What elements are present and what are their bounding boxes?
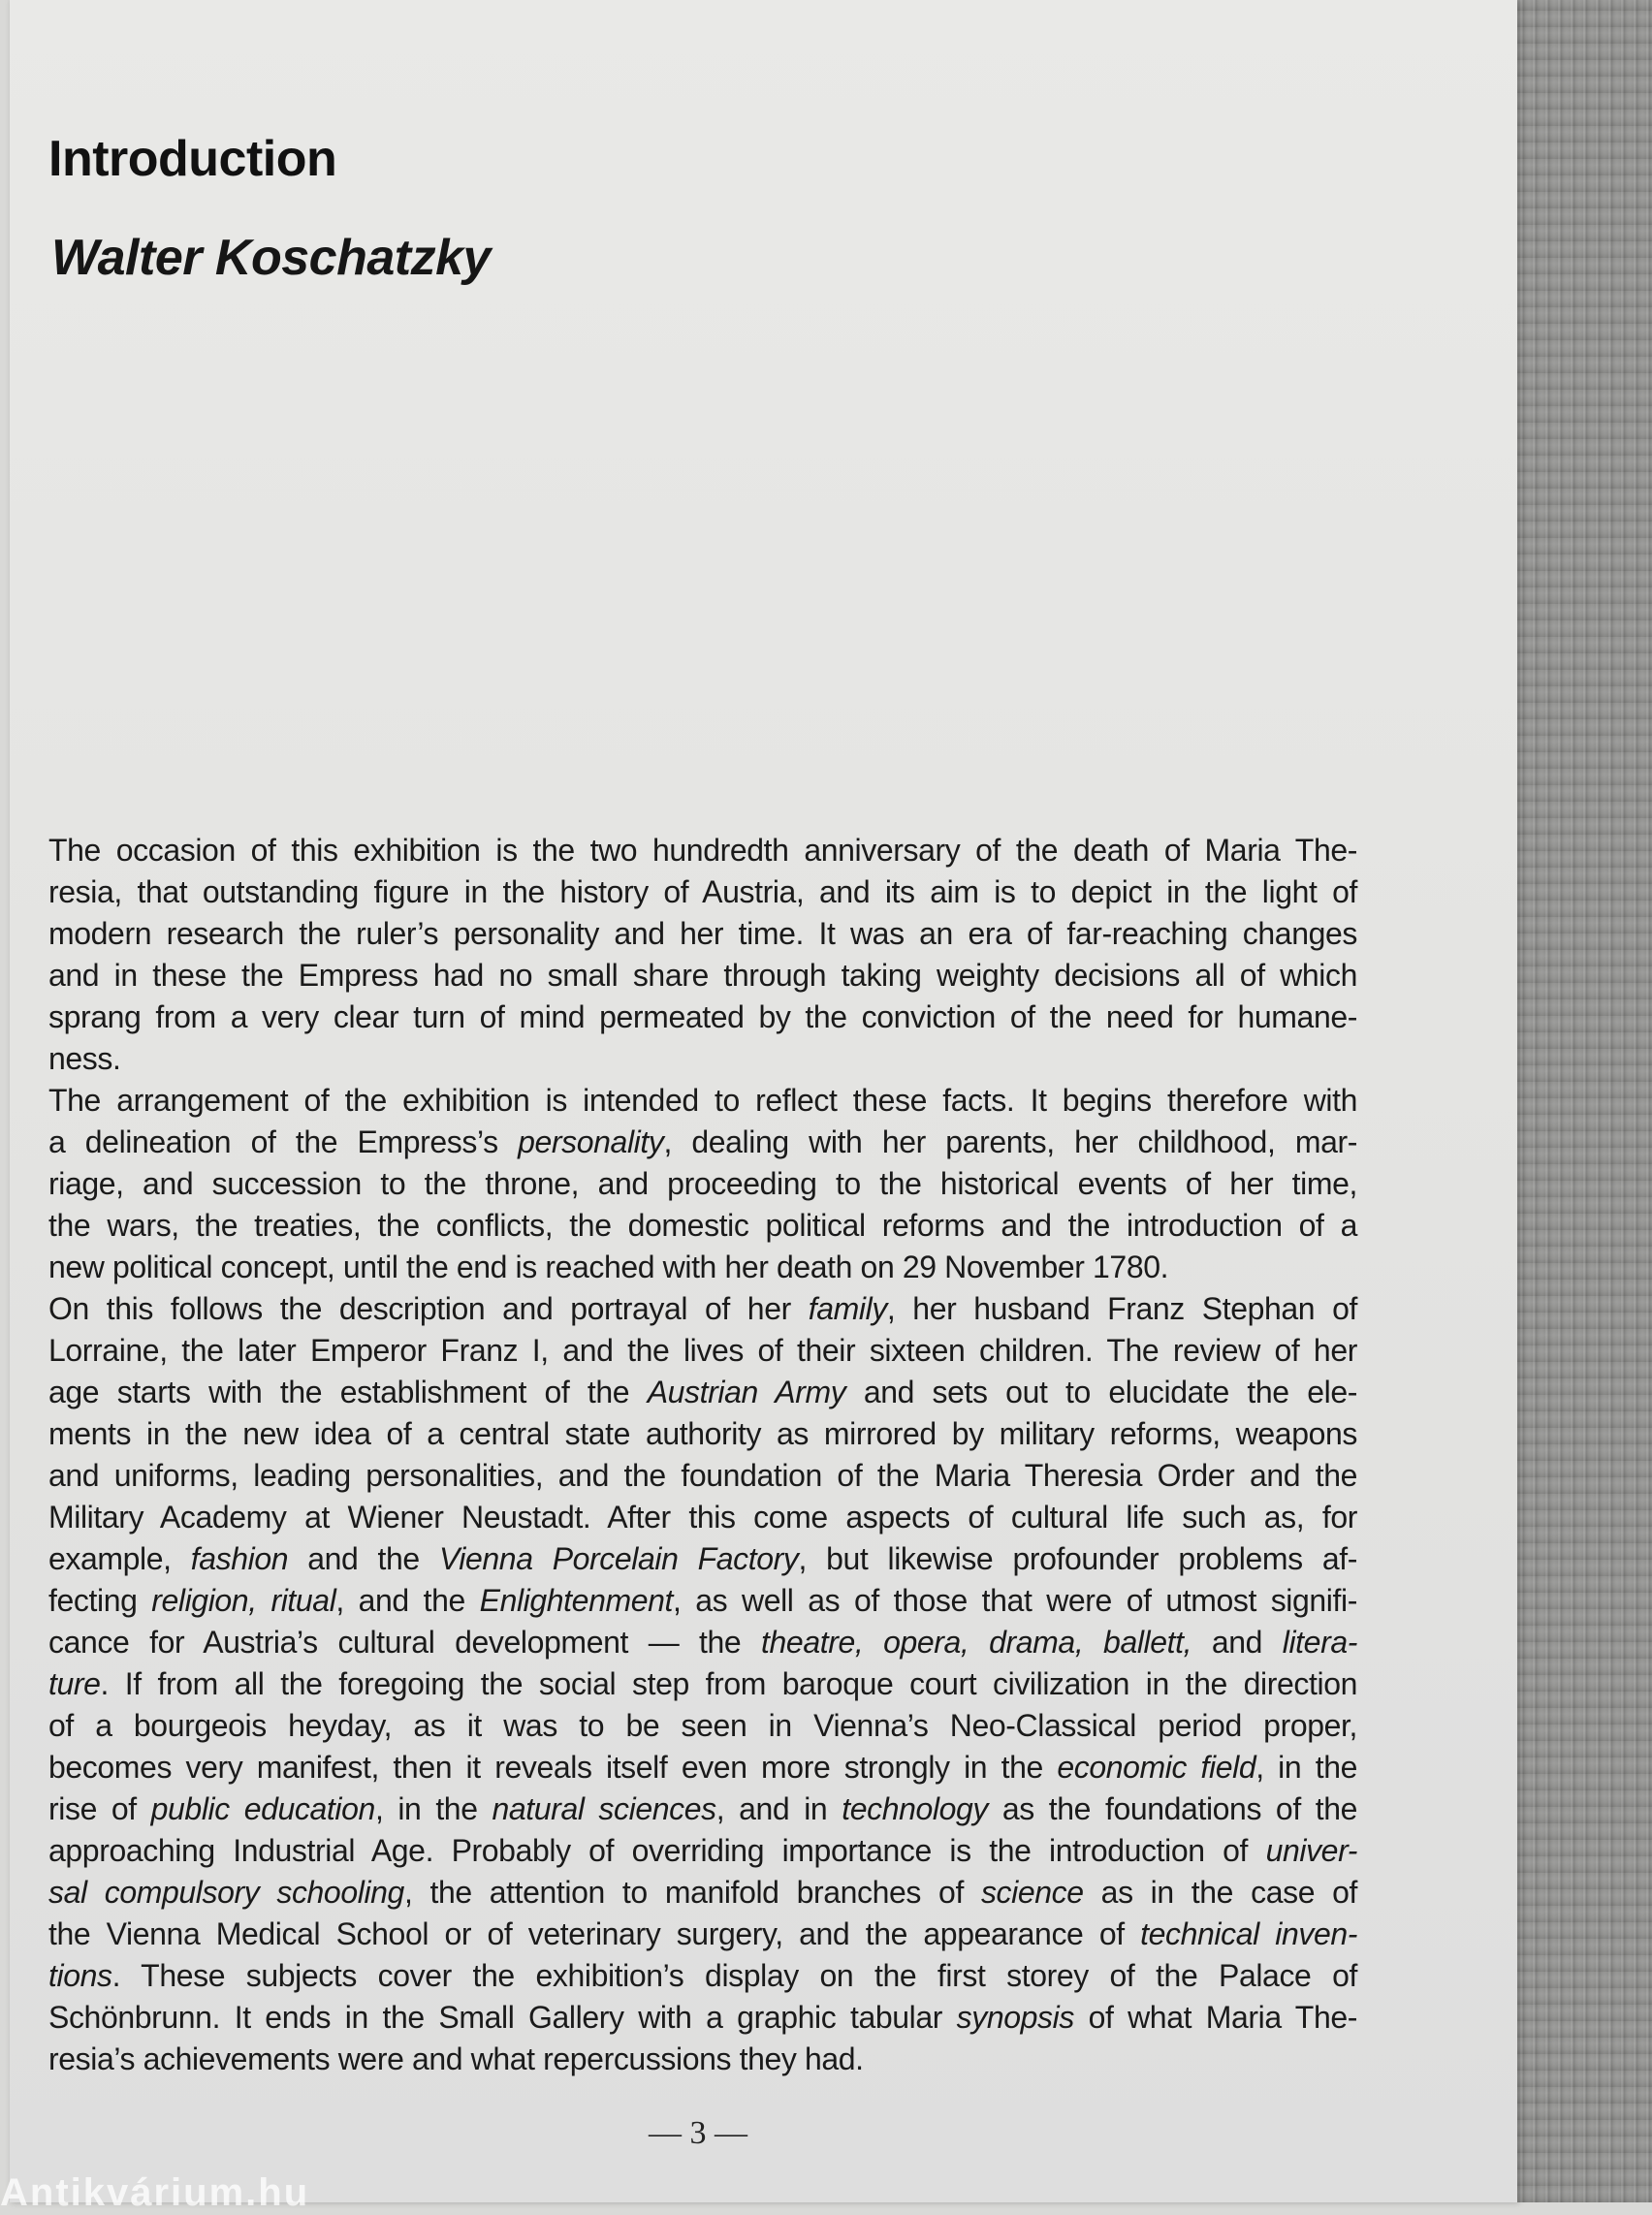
text-run: age starts with the establishment of the bbox=[48, 1375, 648, 1409]
scan-backdrop bbox=[1508, 0, 1652, 2202]
text-line bbox=[48, 871, 1357, 913]
text-line bbox=[48, 1747, 1357, 1788]
text-line bbox=[48, 1830, 1357, 1872]
text-run: , and in bbox=[715, 1791, 842, 1826]
text-run: Military Academy at Wiener Neustadt. After this come aspects of cultural life such as, for bbox=[48, 1500, 1357, 1535]
italic-phrase: technology bbox=[842, 1791, 989, 1826]
text-line bbox=[48, 955, 1357, 997]
text-line bbox=[48, 1997, 1357, 2039]
text-line bbox=[48, 1372, 1357, 1413]
italic-phrase: sal compulsory schooling bbox=[48, 1875, 404, 1910]
text-line bbox=[48, 1955, 1357, 1997]
italic-phrase: natural sciences bbox=[492, 1791, 716, 1826]
text-run: , her husband Franz Stephan of bbox=[886, 1291, 1357, 1326]
text-line bbox=[48, 1330, 1357, 1372]
text-line bbox=[48, 1538, 1357, 1580]
text-line bbox=[48, 1705, 1357, 1747]
text-run: the wars, the treaties, the conflicts, the domestic political reforms and the introduction of a bbox=[48, 1208, 1357, 1243]
text-run: as the foundations of the bbox=[988, 1791, 1357, 1826]
text-line bbox=[48, 1872, 1357, 1914]
text-run: On this follows the description and portrayal of her bbox=[48, 1291, 809, 1326]
text-line bbox=[48, 1788, 1357, 1830]
text-line bbox=[48, 1663, 1357, 1705]
text-line bbox=[48, 1580, 1357, 1622]
text-line bbox=[48, 1038, 1357, 1080]
text-run: . These subjects cover the exhibition’s display on the first storey of the Palace of bbox=[111, 1958, 1357, 1993]
text-run: , and the bbox=[335, 1583, 480, 1618]
author-name: Walter Koschatzky bbox=[51, 230, 491, 286]
text-run: of a bourgeois heyday, as it was to be seen in Vienna’s Neo-Classical period proper, bbox=[48, 1708, 1357, 1743]
body-paragraph bbox=[48, 1288, 1357, 2080]
text-run: The arrangement of the exhibition is intended to reflect these facts. It begins therefore with bbox=[48, 1083, 1357, 1118]
text-run: The occasion of this exhibition is the two hundredth anniversary of the death of Maria The- bbox=[48, 833, 1357, 868]
text-run: as in the case of bbox=[1083, 1875, 1357, 1910]
italic-phrase: fashion bbox=[190, 1541, 289, 1576]
italic-phrase: family bbox=[808, 1291, 887, 1326]
italic-phrase: technical inven- bbox=[1140, 1916, 1357, 1951]
italic-phrase: theatre, opera, drama, ballett, bbox=[761, 1625, 1192, 1660]
italic-phrase: Vienna Porcelain Factory bbox=[438, 1541, 799, 1576]
italic-phrase: personality bbox=[518, 1124, 664, 1159]
text-line bbox=[48, 1413, 1357, 1455]
body-paragraph bbox=[48, 830, 1357, 1080]
text-line bbox=[48, 2039, 1357, 2080]
text-run: resia, that outstanding figure in the history of Austria, and its aim is to depict in the light of bbox=[48, 874, 1357, 909]
text-run: a delineation of the Empress’s bbox=[48, 1124, 519, 1159]
text-run: and uniforms, leading personalities, and the foundation of the Maria Theresia Order and the bbox=[48, 1458, 1357, 1493]
italic-phrase: univer- bbox=[1265, 1833, 1357, 1868]
text-run: modern research the ruler’s personality and her time. It was an era of far-reaching changes bbox=[48, 916, 1357, 951]
text-run: riage, and succession to the throne, and proceeding to the historical events of her time, bbox=[48, 1166, 1357, 1201]
text-line bbox=[48, 1163, 1357, 1205]
text-line bbox=[48, 1455, 1357, 1497]
text-run: , the attention to manifold branches of bbox=[403, 1875, 981, 1910]
text-line bbox=[48, 1497, 1357, 1538]
text-line bbox=[48, 1205, 1357, 1247]
text-run: cance for Austria’s cultural development — the bbox=[48, 1625, 762, 1660]
italic-phrase: science bbox=[980, 1875, 1084, 1910]
text-run: Lorraine, the later Emperor Franz I, and the lives of their sixteen children. The review of her bbox=[48, 1333, 1357, 1368]
italic-phrase: public education bbox=[150, 1791, 375, 1826]
text-run: and the bbox=[288, 1541, 439, 1576]
text-line bbox=[48, 997, 1357, 1038]
text-run: fecting bbox=[48, 1583, 152, 1618]
text-line bbox=[48, 913, 1357, 955]
italic-phrase: tions bbox=[48, 1958, 112, 1993]
text-line bbox=[48, 1914, 1357, 1955]
italic-phrase: Enlightenment bbox=[479, 1583, 674, 1618]
italic-phrase: synopsis bbox=[956, 2000, 1074, 2035]
text-run: new political concept, until the end is reached with her death on 29 November 1780. bbox=[48, 1250, 1169, 1284]
text-run: rise of bbox=[48, 1791, 151, 1826]
text-run: and in these the Empress had no small share through taking weighty decisions all of which bbox=[48, 958, 1357, 993]
text-line bbox=[48, 1080, 1357, 1122]
text-run: Schönbrunn. It ends in the Small Gallery with a graphic tabular bbox=[48, 2000, 957, 2035]
text-run: ments in the new idea of a central state authority as mirrored by military reforms, weapons bbox=[48, 1416, 1357, 1451]
text-line bbox=[48, 1622, 1357, 1663]
body-paragraph bbox=[48, 1080, 1357, 1288]
italic-phrase: Austrian Army bbox=[647, 1375, 846, 1409]
text-run: , as well as of those that were of utmost signifi- bbox=[673, 1583, 1357, 1618]
text-line bbox=[48, 1122, 1357, 1163]
text-run: example, bbox=[48, 1541, 191, 1576]
text-run: , dealing with her parents, her childhood, mar- bbox=[663, 1124, 1357, 1159]
text-run: the Vienna Medical School or of veterinary surgery, and the appearance of bbox=[48, 1916, 1141, 1951]
watermark-text: Antikvárium.hu bbox=[0, 2171, 310, 2214]
text-run: ness. bbox=[48, 1041, 121, 1076]
text-run: becomes very manifest, then it reveals itself even more strongly in the bbox=[48, 1750, 1058, 1785]
body-text bbox=[48, 830, 1357, 2080]
text-run: , but likewise profounder problems af- bbox=[798, 1541, 1357, 1576]
italic-phrase: litera- bbox=[1282, 1625, 1357, 1660]
text-line bbox=[48, 830, 1357, 871]
text-line bbox=[48, 1247, 1357, 1288]
text-run: resia’s achievements were and what repercussions they had. bbox=[48, 2041, 864, 2076]
document-page bbox=[10, 0, 1517, 2202]
page-number: — 3 — bbox=[649, 2115, 747, 2151]
text-run: , in the bbox=[1255, 1750, 1358, 1785]
italic-phrase: ture bbox=[48, 1666, 101, 1701]
text-line bbox=[48, 1288, 1357, 1330]
text-run: , in the bbox=[374, 1791, 492, 1826]
text-run: and sets out to elucidate the ele- bbox=[845, 1375, 1357, 1409]
text-run: and bbox=[1191, 1625, 1283, 1660]
italic-phrase: economic field bbox=[1057, 1750, 1256, 1785]
page-title: Introduction bbox=[48, 131, 337, 187]
text-run: approaching Industrial Age. Probably of overriding importance is the introduction of bbox=[48, 1833, 1266, 1868]
italic-phrase: religion, ritual bbox=[151, 1583, 336, 1618]
text-run: of what Maria The- bbox=[1073, 2000, 1357, 2035]
text-run: sprang from a very clear turn of mind permeated by the conviction of the need for humane- bbox=[48, 999, 1357, 1034]
text-run: . If from all the foregoing the social step from baroque court civilization in the direction bbox=[100, 1666, 1357, 1701]
